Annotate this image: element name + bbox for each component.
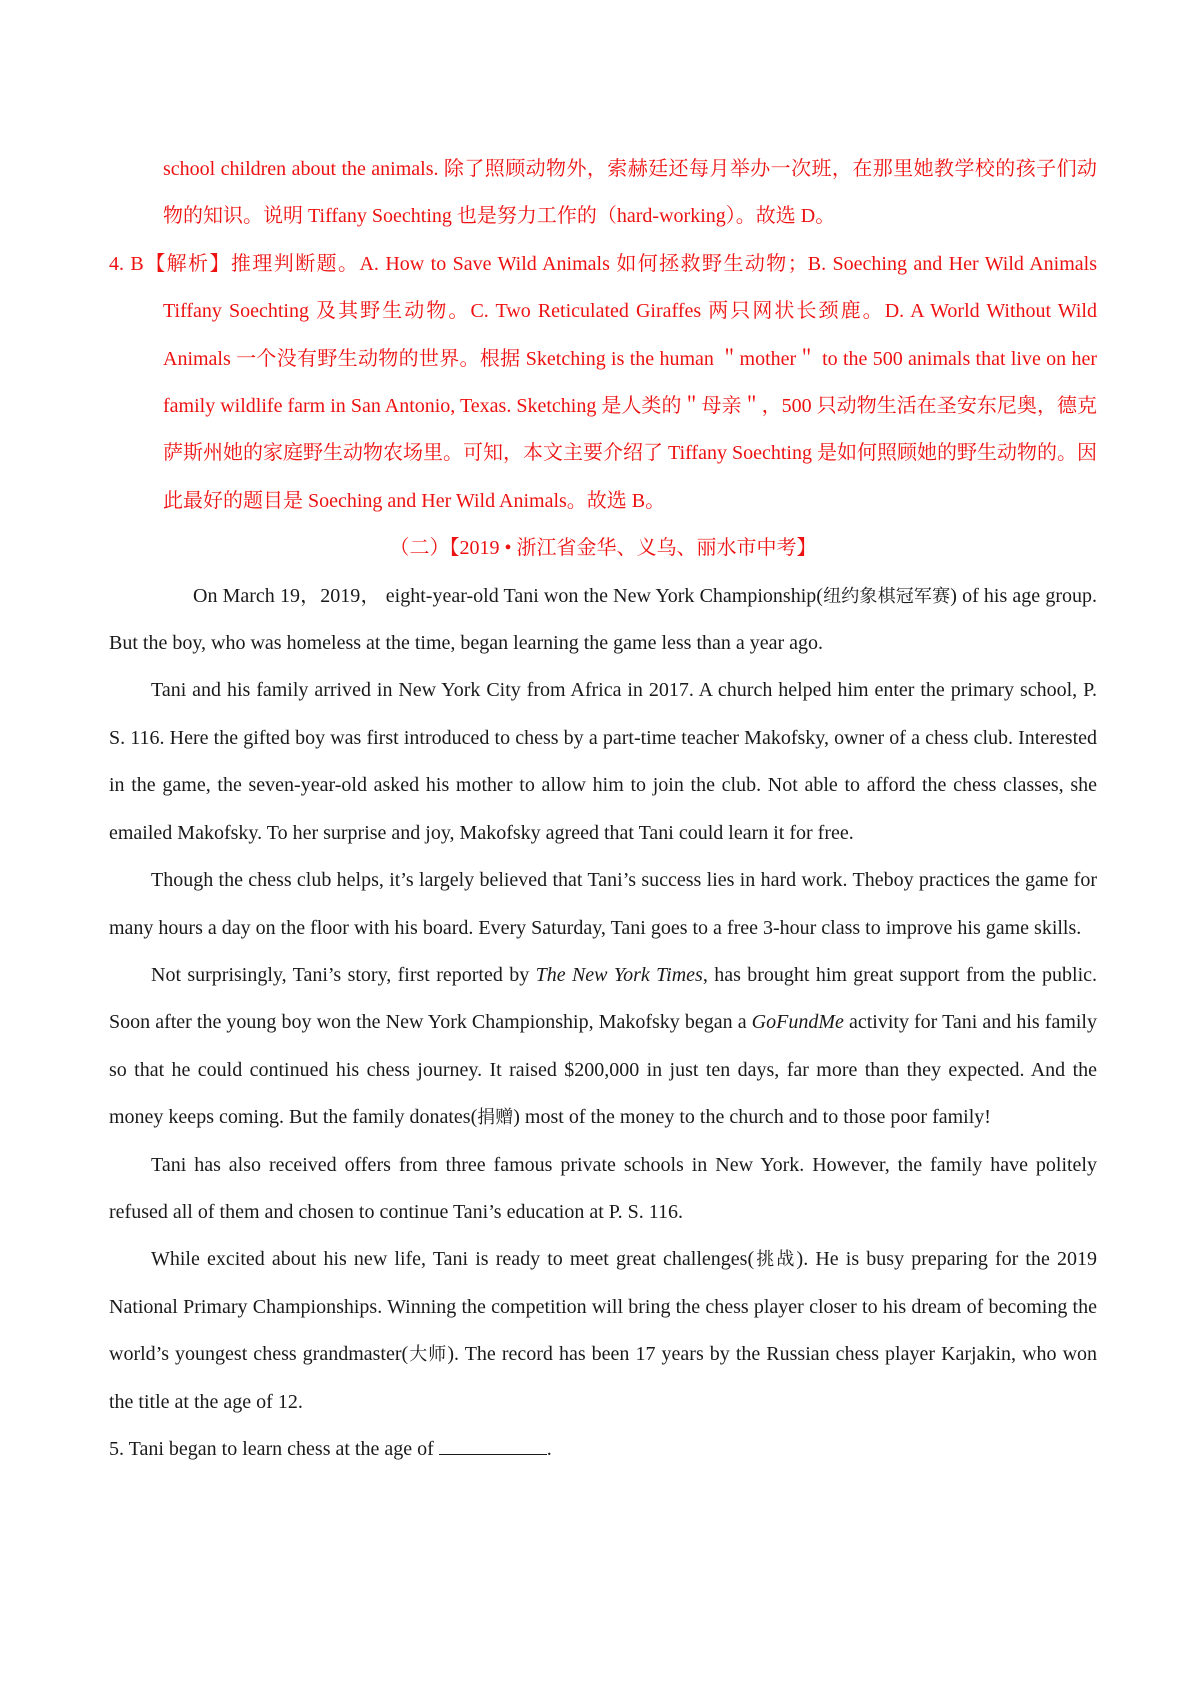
answer-3-continued: school children about the animals. 除了照顾动物外，索赫廷还每月举办一次班，在那里她教学校的孩子们动物的知识。说明 Tiffany Soechting 也是努力工作的（hard-working）。故选 D。: [163, 158, 1097, 228]
passage-text: ) most of the money to the church and to those poor family!: [513, 1106, 991, 1129]
passage-text: ) of his age group. But the boy, who was homeless at the time, began learning the game less than a year ago.: [109, 584, 1098, 655]
passage-paragraph-2: Tani and his family arrived in New York City from Africa in 2017. A church helped him enter the primary school, P. S. 116. Here the gifted boy was first introduced to chess by a part-time teacher Makofsky, owner of a chess club. Interested in the game, the seven-year-old asked his mother to allow him to join the club. Not able to afford the chess classes, she emailed Makofsky. To her surprise and joy, Makofsky agreed that Tani could learn it for free.: [109, 679, 1097, 844]
answer-4-label: 4. B【解析】推理判断题。: [109, 252, 360, 275]
passage-text: Not surprisingly, Tani’s story, first reported by: [151, 963, 536, 986]
chinese-gloss: 挑战: [754, 1249, 797, 1271]
chinese-gloss: 大师: [408, 1344, 448, 1366]
passage-text: activity for Tani and his family so that he could continued his chess journey. It raised $200,000 in just ten days, far more than they expected. And the money keeps coming. But the family donates(: [109, 1011, 1097, 1129]
passage-paragraph-3: Though the chess club helps, it’s largely believed that Tani’s success lies in hard work. Theboy practices the game for many hours a day on the floor with his board. Every Saturday, Tani goes to a free 3-hour class to improve his game skills.: [109, 869, 1097, 939]
passage-text: While excited about his new life, Tani is ready to meet great challenges(: [151, 1248, 755, 1271]
passage-text: , has brought him great support from the public. Soon after the young boy won the New York Championship, Makofsky began a: [109, 963, 1098, 1034]
passage-paragraph-4: [109, 952, 1097, 1142]
passage-paragraph-5: Tani has also received offers from three famous private schools in New York. However, the family have politely refused all of them and chosen to continue Tani’s education at P. S. 116.: [109, 1153, 1097, 1223]
fundraiser-name: GoFundMe: [751, 1011, 844, 1034]
page-content: [109, 146, 1097, 1473]
chinese-gloss: 捐赠: [477, 1107, 514, 1129]
passage-text: On March 19，2019， eight-year-old Tani won the New York Championship(: [193, 584, 823, 607]
passage-text: ). The record has been 17 years by the Russian chess player Karjakin, who won the title at the age of 12.: [109, 1343, 1098, 1413]
passage-paragraph-1: [109, 573, 1097, 668]
question-5: [109, 1426, 1097, 1473]
answer-4: [109, 241, 1097, 525]
answer-4-text: A. How to Save Wild Animals 如何拯救野生动物；B. Soeching and Her Wild Animals Tiffany Soechting 及其野生动物。C. Two Reticulated Giraffes 两只网状长颈鹿。D. A World Without Wild Animals 一个没有野生动物的世界。根据 Sketching is the human ＂mother＂ to the 500 animals that live on her family wildlife farm in San Antonio, Texas. Sketching 是人类的＂母亲＂，500 只动物生活在圣安东尼奥，德克萨斯州她的家庭野生动物农场里。可知，本文主要介绍了 Tiffany Soechting 是如何照顾她的野生动物的。因此最好的题目是 Soeching and Her Wild Animals。故选 B。: [163, 252, 1098, 512]
section-heading: （二）【2019 • 浙江省金华、义乌、丽水市中考】: [389, 537, 817, 560]
newspaper-title: The New York Times: [535, 963, 703, 986]
chinese-gloss: 纽约象棋冠军赛: [822, 585, 951, 607]
question-5-end: .: [546, 1437, 552, 1460]
answer-blank[interactable]: [439, 1453, 547, 1455]
passage-text: ). He is busy preparing for the 2019 National Primary Championships. Winning the competition will bring the chess player closer to his dream of becoming the world’s youngest chess grandmaster(: [109, 1248, 1097, 1366]
passage-paragraph-6: [109, 1236, 1097, 1426]
question-5-text: 5. Tani began to learn chess at the age of: [109, 1437, 439, 1460]
